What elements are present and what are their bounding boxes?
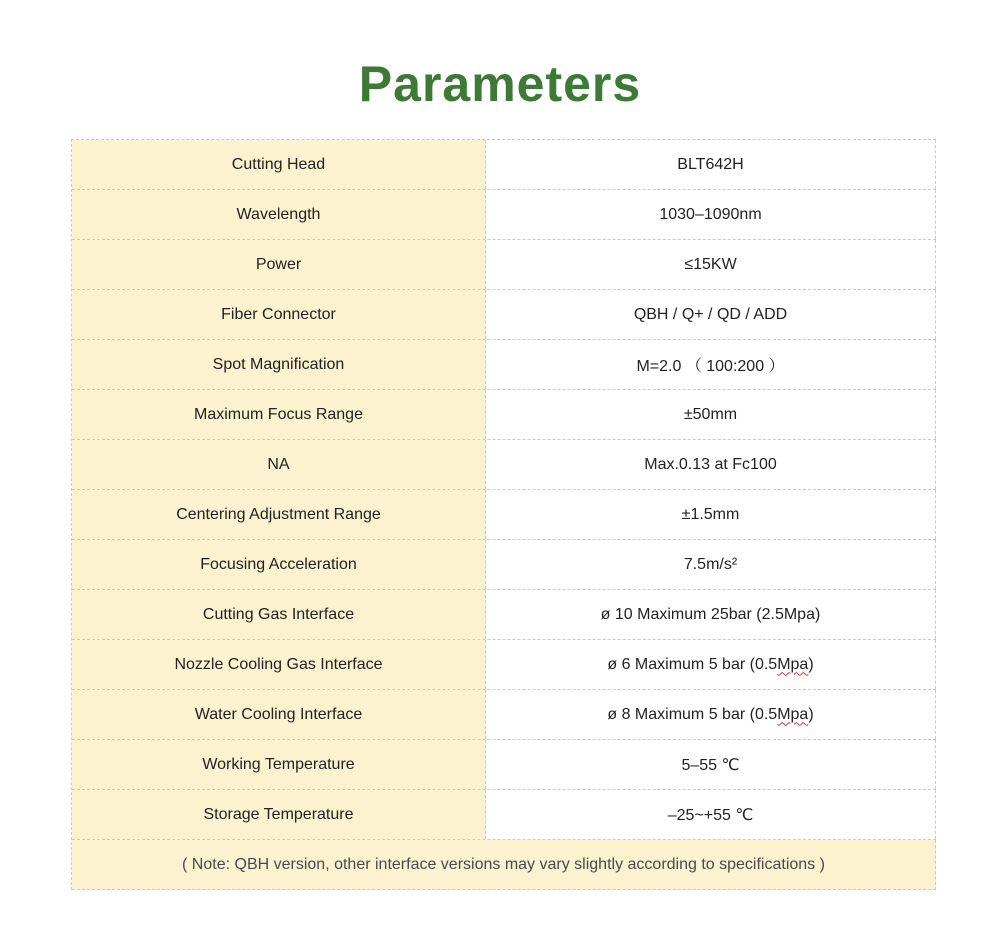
- table-row: [72, 640, 936, 690]
- param-value: 7.5m/s²: [486, 540, 936, 589]
- table-row: [72, 590, 936, 640]
- param-value: M=2.0 （ 100:200 ）: [486, 340, 936, 389]
- param-value: –25~+55 ℃: [486, 790, 936, 839]
- param-label: Maximum Focus Range: [72, 390, 486, 439]
- table-row: [72, 140, 936, 190]
- value-text: ): [808, 705, 814, 723]
- parameters-table: [71, 139, 936, 890]
- table-row: [72, 790, 936, 840]
- spellcheck-word: Mpa: [777, 705, 809, 723]
- param-value: BLT642H: [486, 140, 936, 189]
- param-label: Nozzle Cooling Gas Interface: [72, 640, 486, 689]
- param-label: Fiber Connector: [72, 290, 486, 339]
- table-row: [72, 390, 936, 440]
- param-label: Centering Adjustment Range: [72, 490, 486, 539]
- param-label: Water Cooling Interface: [72, 690, 486, 739]
- param-label: Power: [72, 240, 486, 289]
- param-value: [486, 690, 936, 739]
- param-label: Storage Temperature: [72, 790, 486, 839]
- param-label: Cutting Gas Interface: [72, 590, 486, 639]
- table-row: [72, 690, 936, 740]
- table-row: [72, 490, 936, 540]
- param-value: [486, 640, 936, 689]
- param-value: Max.0.13 at Fc100: [486, 440, 936, 489]
- value-text: ø 8 Maximum 5 bar (0.5: [607, 705, 778, 723]
- param-value: ≤15KW: [486, 240, 936, 289]
- param-label: Focusing Acceleration: [72, 540, 486, 589]
- table-row: [72, 340, 936, 390]
- table-row: [72, 540, 936, 590]
- value-text: ø 6 Maximum 5 bar (0.5: [607, 655, 778, 673]
- param-value: 5–55 ℃: [486, 740, 936, 789]
- table-row: [72, 440, 936, 490]
- param-value: QBH / Q+ / QD / ADD: [486, 290, 936, 339]
- param-label: Working Temperature: [72, 740, 486, 789]
- param-value: ±1.5mm: [486, 490, 936, 539]
- param-value: 1030–1090nm: [486, 190, 936, 239]
- param-label: Cutting Head: [72, 140, 486, 189]
- param-label: Wavelength: [72, 190, 486, 239]
- param-value: ø 10 Maximum 25bar (2.5Mpa): [486, 590, 936, 639]
- spellcheck-word: Mpa: [777, 655, 809, 673]
- table-row: [72, 240, 936, 290]
- table-row: [72, 290, 936, 340]
- param-label: Spot Magnification: [72, 340, 486, 389]
- value-text: ): [808, 655, 814, 673]
- table-note: ( Note: QBH version, other interface versions may vary slightly according to specifications ): [72, 840, 936, 890]
- table-row: [72, 740, 936, 790]
- table-row: [72, 190, 936, 240]
- param-label: NA: [72, 440, 486, 489]
- page-title: Parameters: [358, 56, 642, 112]
- param-value: ±50mm: [486, 390, 936, 439]
